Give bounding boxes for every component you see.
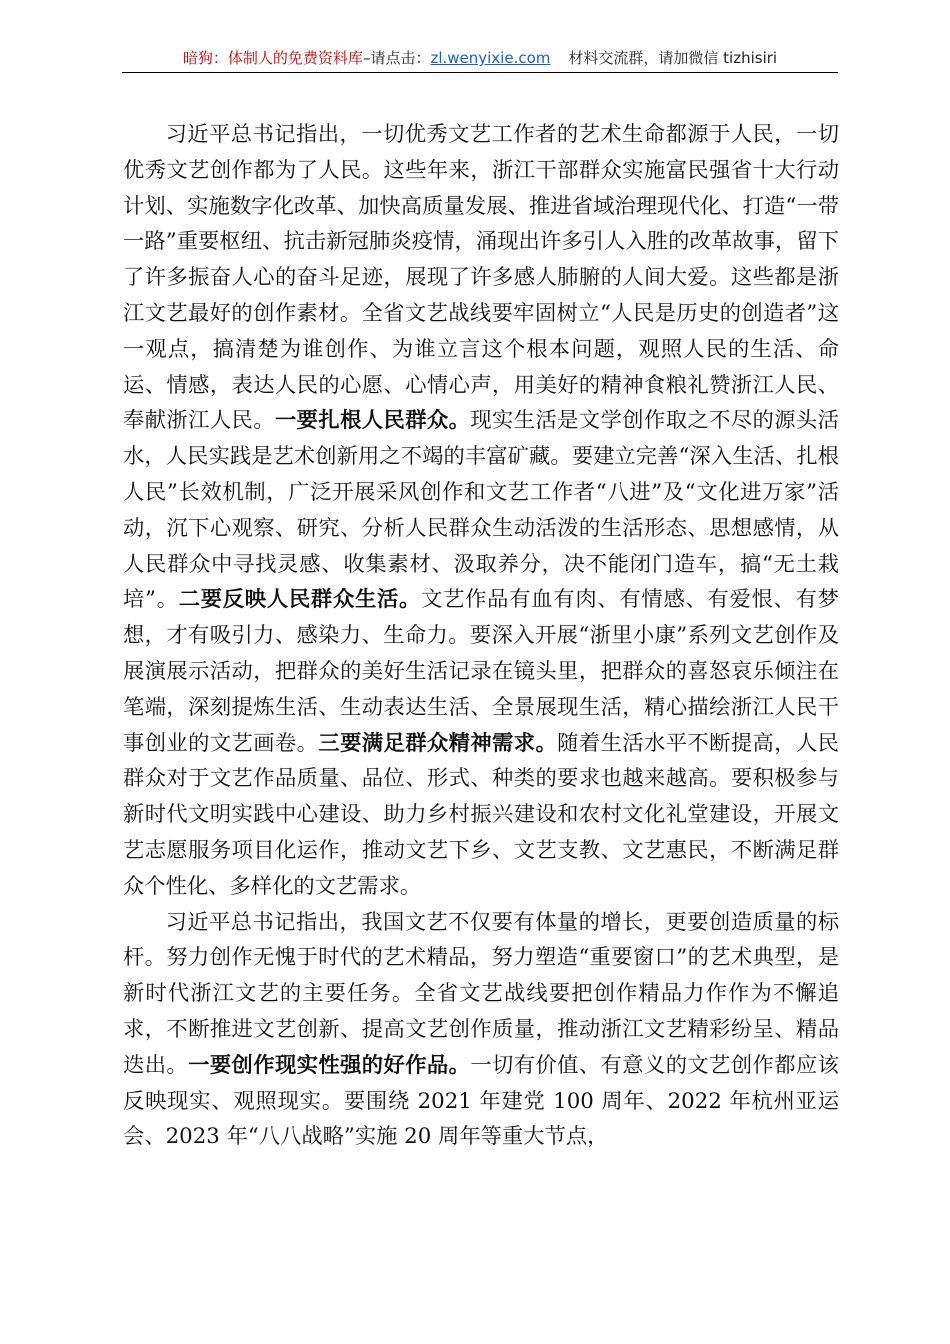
paragraph-text: 随着生活水平不断提高，人民群众对于文艺作品质量、品位、形式、种类的要求也越来越高。要积极参与新时代文明实践中心建设、助力乡村振兴建设和农村文化礼堂建设，开展文艺志愿服务项目化运作，推动文艺下乡、文艺支教、文艺惠民，不断满足群众个性化、多样化的文艺需求。	[123, 730, 839, 899]
paragraph-text: 习近平总书记指出，一切优秀文艺工作者的艺术生命都源于人民，一切优秀文艺创作都为了人民。这些年来，浙江干部群众实施富民强省十大行动计划、实施数字化改革、加快高质量发展、推进省域治理现代化、打造“一带一路”重要枢纽、抗击新冠肺炎疫情，涌现出许多引人入胜的改革故事，留下了许多振奋人心的奋斗足迹，展现了许多感人肺腑的人间大爱。这些都是浙江文艺最好的创作素材。全省文艺战线要牢固树立“人民是历史的创造者”这一观点，搞清楚为谁创作、为谁立言这个根本问题，观照人民的生活、命运、情感，表达人民的心愿、心情心声，用美好的精神食粮礼赞浙江人民、奉献浙江人民。	[123, 122, 839, 434]
paragraph-heading: 三要满足群众精神需求。	[318, 730, 558, 756]
header-prompt: –请点击：	[362, 49, 431, 67]
paragraph-text: 现实生活是文学创作取之不尽的源头活水，人民实践是艺术创新用之不竭的丰富矿藏。要建立完善“深入生活、扎根人民”长效机制，广泛开展采风创作和文艺工作者“八进”及“文化进万家”活动，沉下心观察、研究、分析人民群众生动活泼的生活形态、思想感情，从人民群众中寻找灵感、收集素材、汲取养分，决不能闭门造车，搞“无土栽培”。	[123, 408, 839, 613]
document-body	[123, 117, 839, 1155]
header-group-note: 材料交流群，请加微信 tizhisiri	[568, 49, 778, 67]
page-header	[122, 46, 838, 73]
paragraph-text: 文艺作品有血有肉、有情感、有爱恨、有梦想，才有吸引力、感染力、生命力。要深入开展“浙里小康”系列文艺创作及展演展示活动，把群众的美好生活记录在镜头里，把群众的喜怒哀乐倾注在笔端，深刻提炼生活、生动表达生活、全景展现生活，精心描绘浙江人民干事创业的文艺画卷。	[123, 587, 839, 756]
paragraph	[123, 117, 839, 905]
paragraph-text: 一切有价值、有意义的文艺创作都应该反映现实、观照现实。要围绕 2021 年建党 100 周年、2022 年杭州亚运会、2023 年“八八战略”实施 20 周年等重大节点，	[123, 1052, 839, 1150]
header-brand: 暗狗：体制人的免费资料库	[182, 49, 363, 67]
paragraph-text: 习近平总书记指出，我国文艺不仅要有体量的增长，更要创造质量的标杆。努力创作无愧于时代的艺术精品，努力塑造“重要窗口”的艺术典型，是新时代浙江文艺的主要任务。全省文艺战线要把创作精品力作作为不懈追求，不断推进文艺创新、提高文艺创作质量，推动浙江文艺精彩纷呈、精品迭出。	[123, 909, 839, 1078]
header-link[interactable]: zl.wenyixie.com	[430, 49, 551, 67]
paragraph	[123, 905, 839, 1156]
paragraph-heading: 二要反映人民群众生活。	[178, 587, 422, 613]
paragraph-heading: 一要创作现实性强的好作品。	[188, 1052, 471, 1078]
paragraph-heading: 一要扎根人民群众。	[274, 408, 471, 434]
